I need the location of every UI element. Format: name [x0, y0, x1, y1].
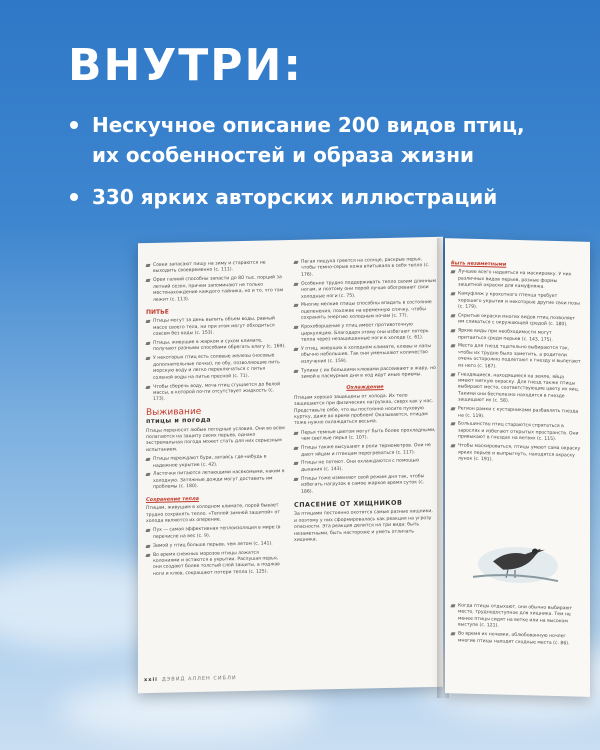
paragraph: Скрытые окраски многих видов птиц позволяет им сливаться с окружающей средой (с. 180).	[458, 313, 576, 328]
bird-icon	[450, 373, 455, 376]
paragraph: Тупики с их большими клювами рассеивают в жару, но зимой в пасмурные дни в ход идут иные приемы.	[301, 365, 436, 380]
bird-icon	[145, 385, 150, 388]
section-subheading: птицы и погода	[146, 415, 212, 426]
section-heading: Выживание	[146, 406, 202, 418]
paragraph: Гнездящиеся, находящиеся на земле, яйца имеют мягкую окраску. Для гнезд также птицы выбирают места, соответствующие цвету их яиц. Такими они бесполезно находятся в гнезде защищают их (с. 58).	[458, 372, 580, 405]
bird-icon	[145, 458, 150, 461]
paragraph: Регион рамки с кустарниками разбавлять гнезда на (с. 119).	[458, 406, 579, 419]
bird-icon	[145, 529, 150, 532]
book-left-page	[138, 237, 443, 693]
bird-icon	[293, 304, 298, 307]
paragraph: Во время снежных морозов птицы ложатся колониями и остаются в укрытии. Распушая перья, они создают более толстый слой защиты, а поджав ноги и клюв, сокращают потери тепла (с. 125).	[153, 550, 280, 577]
bird-icon	[450, 314, 455, 317]
paragraph: Ореи галиий способны запасти до 80 тыс. порций за летний сезон, причем запоминают не только местонахождение каждого тайника, но и то, что там лежит (с. 113).	[153, 275, 284, 303]
paragraph: Птицы, живущие в жарком и сухом климате, получают разными способами обрегать влагу (с. 169).	[153, 338, 286, 353]
bullet-line: Нескучное описание 200 видов птиц,	[92, 113, 525, 137]
author-name: ДЭВИД АЛЛЕН СИБЛИ	[161, 675, 237, 683]
bird-icon	[145, 342, 150, 345]
bird-icon	[450, 292, 455, 295]
bird-icon	[293, 478, 298, 481]
bullet-line: 330 ярких авторских иллюстраций	[92, 185, 498, 209]
paragraph: Птицы также высушают в роли термометров. Они не дают яйцам и птенцам перегреваться (с. 117).	[301, 443, 431, 458]
bird-icon	[293, 348, 298, 351]
paragraph: Яркие виды при необходимости могут притаиться среди перьев (с. 143, 175).	[458, 328, 553, 343]
paragraph: Крохоборщение у птиц имеет противоточную циркуляцию. Благодаря этому они избегают потерь тепла через незащищенные ноги в холоде (с. 61).	[301, 322, 429, 343]
bird-icon	[145, 357, 150, 360]
bird-icon	[293, 432, 298, 435]
paragraph: Большинство птиц стараются спрятаться в зарослях и избегают открытых пространств. Они привыкают в гнездах на ветвях (с. 115).	[458, 421, 579, 443]
paragraph: Зимой у птиц больше перьев, чем летом (с. 141).	[153, 540, 273, 549]
right-column-bottom	[451, 603, 581, 650]
paragraph: Птицы не потеют. Они охлаждаются с помощью дыхания (с. 143).	[301, 458, 420, 473]
paragraph: Ласточки питаются летающими насекомыми, каким в холодную. Затяжные дожди могут доставить им проблемы (с. 180).	[153, 469, 285, 491]
bird-icon	[293, 369, 298, 372]
bird-illustration	[463, 519, 563, 592]
bird-icon	[145, 320, 150, 323]
bird-icon	[450, 345, 455, 348]
paragraph: Птицам хорошо защищены от холода. Их тело защищается при физических нагрузках, сверх как у нас. Представьте себе, что вы постоянно носите пуховую куртку, даже во время проблем! Оказывается, птицам тоже нужно охлаждаться весьма.	[294, 393, 434, 427]
bird-icon	[450, 271, 455, 274]
paragraph: Птицы могут за день выпить объем воды, равный массе своего тела, ни при этом могут обходиться совсем без воды (с. 153).	[153, 316, 275, 338]
paragraph: Когда птицы отдыхают, они обычно выбирают место, труднодоступное для хищника. Тем не менее птицы сидят на ветке или на высоком выступе (с. 121).	[458, 603, 573, 629]
bird-icon	[293, 261, 298, 264]
bird-icon	[293, 326, 298, 329]
section-heading: Охлаждение	[346, 384, 384, 392]
page-title: ВНУТРИ:	[68, 40, 303, 91]
page-number: xxii	[144, 676, 158, 684]
feature-bullet-2	[70, 182, 497, 212]
bird-icon	[450, 329, 455, 332]
section-heading: Сохранение тепла	[146, 495, 199, 503]
paragraph: У птиц, живущих в холодном климате, клювы и лапы обычно небольшие. Так они уменьшают количество излучения (с. 159).	[301, 343, 431, 365]
bird-icon	[450, 444, 455, 447]
paragraph: Камуфляж у крохотного птенца требует хорошего укрытия и некоторые другие свои позы (с. 179).	[458, 291, 580, 310]
paragraph: У некоторых птиц есть солевые железы (носовые дополнительные почки), по обу, позволяющие пить морскую воду и легко переключаться с питья соленой воды на питье пресной (с. 71).	[153, 353, 280, 381]
paragraph: Чтобы сберечь воду, моча птиц сгущается до белой массы, в которой почти отсутствует жидкость (с. 173).	[153, 381, 281, 403]
paragraph: Птицы тоже изменяют свой режим дня так, чтобы избегать нагрузок в самое жаркое время суток (с. 186).	[301, 473, 425, 495]
feature-bullet-1	[70, 110, 525, 170]
paragraph: Птицы переждают бури, затаи́сь где-нибудь в надежное укрытие (с. 42).	[153, 454, 267, 469]
right-column	[451, 260, 581, 468]
paragraph: Лучшее всего надеяться на маскировку. У них различных видов перьев, разные формы защитной окраски для камуфляжа.	[458, 269, 572, 290]
paragraph: Птицы переносят любые погодные условия. Они во всем полагаются на защиту своих перьев, однако экстремальная погода может стать для них серьезным испытанием.	[146, 425, 285, 453]
paragraph: Пегая пищуха греется на солнце, раскрыв перья, чтобы темно-серые кожа впитывала в себя тепло (с. 176).	[301, 257, 430, 278]
bird-icon	[145, 553, 150, 556]
paragraph: Птицам, живущим в холодном климате, порой бывает трудно сохранять тепло. «Теплой зимней защитой» от холода являются их оперение.	[146, 503, 280, 524]
section-heading: СПАСЕНИЕ ОТ ХИЩНИКОВ	[294, 498, 403, 509]
bird-icon	[450, 604, 455, 607]
section-heading: Быть незаметными	[451, 260, 507, 268]
paragraph: Места для гнезд тщательно выбираются так, чтобы их трудно было заметить, а родители очень осторожно подлетают к гнезду и вылетают из него (с. 187).	[458, 343, 581, 370]
section-heading: ПИТЬЕ	[146, 308, 169, 316]
paragraph: Совки запасают пищу на зиму и стараются не выходить своевременно (с. 111).	[153, 260, 266, 275]
bird-icon	[293, 283, 298, 286]
paragraph: Пух — самая эффективная теплоизоляция в мире (в перечисле на вес (с. 9).	[153, 525, 281, 540]
paragraph: За птицами постоянно охотятся самые разные хищники, и поэтому у них сформировалась как реакция на угрозу опасности. Эта реакция делится на три вида: быть незаметными, быть настороже и уметь отличать хищника.	[294, 509, 433, 543]
bird-icon	[145, 545, 150, 548]
paragraph: Перья темные цветом могут быть более прохладными, чем светлые перья (с. 107).	[301, 427, 436, 443]
bullet-dot-icon	[70, 193, 78, 201]
bird-icon	[145, 473, 150, 476]
left-column-2	[294, 257, 436, 544]
bird-icon	[450, 632, 455, 635]
bird-icon	[450, 423, 455, 426]
bird-icon	[145, 279, 150, 282]
bird-icon	[450, 407, 455, 410]
bullet-line: их особенностей и образа жизни	[92, 143, 475, 167]
bullet-dot-icon	[70, 121, 78, 129]
book-right-page	[445, 238, 590, 697]
paragraph: Многие мелкие птицы способны впадать в состояние оцепенения, похожее на временную спячку, чтобы сохранять энергию холодным ночам (с. 77).	[301, 300, 432, 322]
paragraph: Особенно трудно поддерживать тепло своим длинным ногам, и поэтому они порой лучше обогревают свои холодные ноги (с. 75).	[301, 278, 436, 300]
left-column-1	[146, 260, 286, 581]
bird-icon	[293, 462, 298, 465]
bird-icon	[293, 447, 298, 450]
bird-icon	[145, 264, 150, 267]
paragraph: Чтобы маскироваться, птицы умеют сама окраску ярких перьев и выпрыгнуть, находятся окраску лунок (с. 191).	[458, 443, 581, 463]
page-footer	[144, 675, 237, 683]
paragraph: Во время их ночевки, облюбованную ночлег многие птицы находят сходные места (с. 86).	[458, 631, 570, 646]
